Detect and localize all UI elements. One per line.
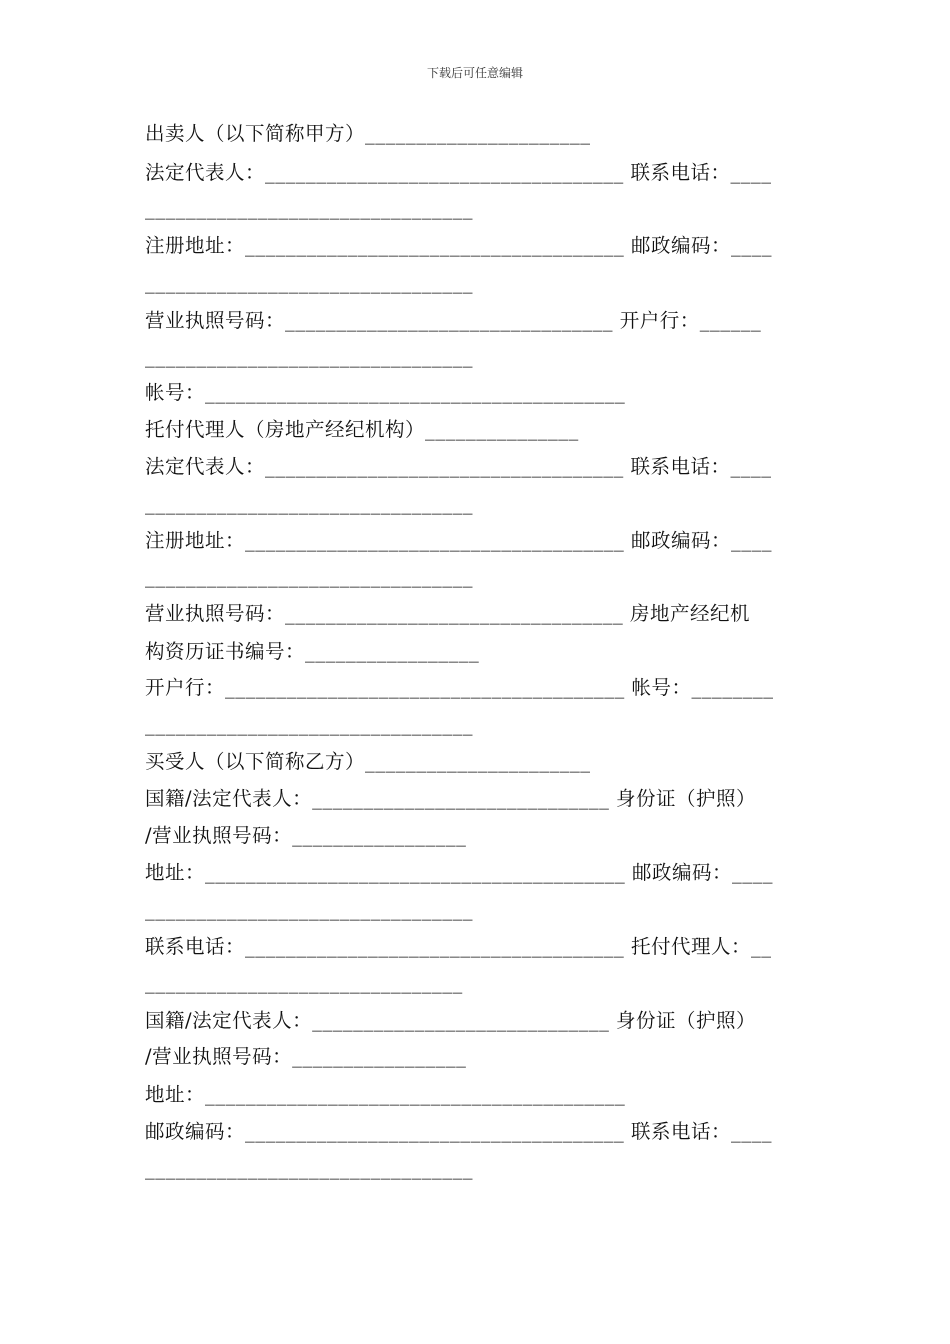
buyer-postcode-cont: ________________________________ [145,898,473,921]
buyer-rep-line: 国籍/法定代表人：_____________________________ 身份证（护照） [145,787,757,810]
agent-account-cont: ________________________________ [145,713,473,736]
seller-phone-cont: ________________________________ [145,197,473,220]
page-header: 下载后可任意编辑 [426,66,523,80]
buyer-phone-line: 联系电话：_____________________________________ 托付代理人：__ [145,935,772,958]
buyer-agent-rep-line: 国籍/法定代表人：_____________________________ 身份证（护照） [145,1009,757,1032]
agent-line: 托付代理人（房地产经纪机构）_______________ [145,418,579,441]
agent-postcode-cont: ________________________________ [145,565,473,588]
seller-license-line: 营业执照号码：________________________________ 开户行：______ [145,309,762,332]
seller-line: 出卖人（以下简称甲方）______________________ [145,122,591,145]
agent-rep-line: 法定代表人：___________________________________ 联系电话：____ [145,455,772,478]
buyer-agent-cont: _______________________________ [145,971,463,994]
seller-address-line: 注册地址：_____________________________________ 邮政编码：____ [145,234,772,257]
seller-rep-line: 法定代表人：___________________________________ 联系电话：____ [145,161,772,184]
agent-address-line: 注册地址：_____________________________________ 邮政编码：____ [145,529,772,552]
buyer-agent-address-line: 地址：_________________________________________ [145,1083,626,1106]
buyer-line: 买受人（以下简称乙方）______________________ [145,750,591,773]
agent-phone-cont: ________________________________ [145,492,473,515]
agent-bank-line: 开户行：_______________________________________ 帐号：________ [145,676,774,699]
agent-license-line: 营业执照号码：_________________________________ 房地产经纪机 [145,602,750,625]
buyer-license-line: /营业执照号码：_________________ [145,824,467,847]
buyer-agent-postcode-line: 邮政编码：_____________________________________ 联系电话：____ [145,1120,772,1143]
seller-postcode-cont: ________________________________ [145,271,473,294]
buyer-address-line: 地址：_________________________________________ 邮政编码：____ [145,861,773,884]
seller-bank-cont: ________________________________ [145,345,473,368]
buyer-agent-phone-cont: ________________________________ [145,1157,473,1180]
agent-cert-line: 构资历证书编号：_________________ [145,640,480,663]
seller-account-line: 帐号：_________________________________________ [145,381,626,404]
buyer-agent-license-line: /营业执照号码：_________________ [145,1045,467,1068]
